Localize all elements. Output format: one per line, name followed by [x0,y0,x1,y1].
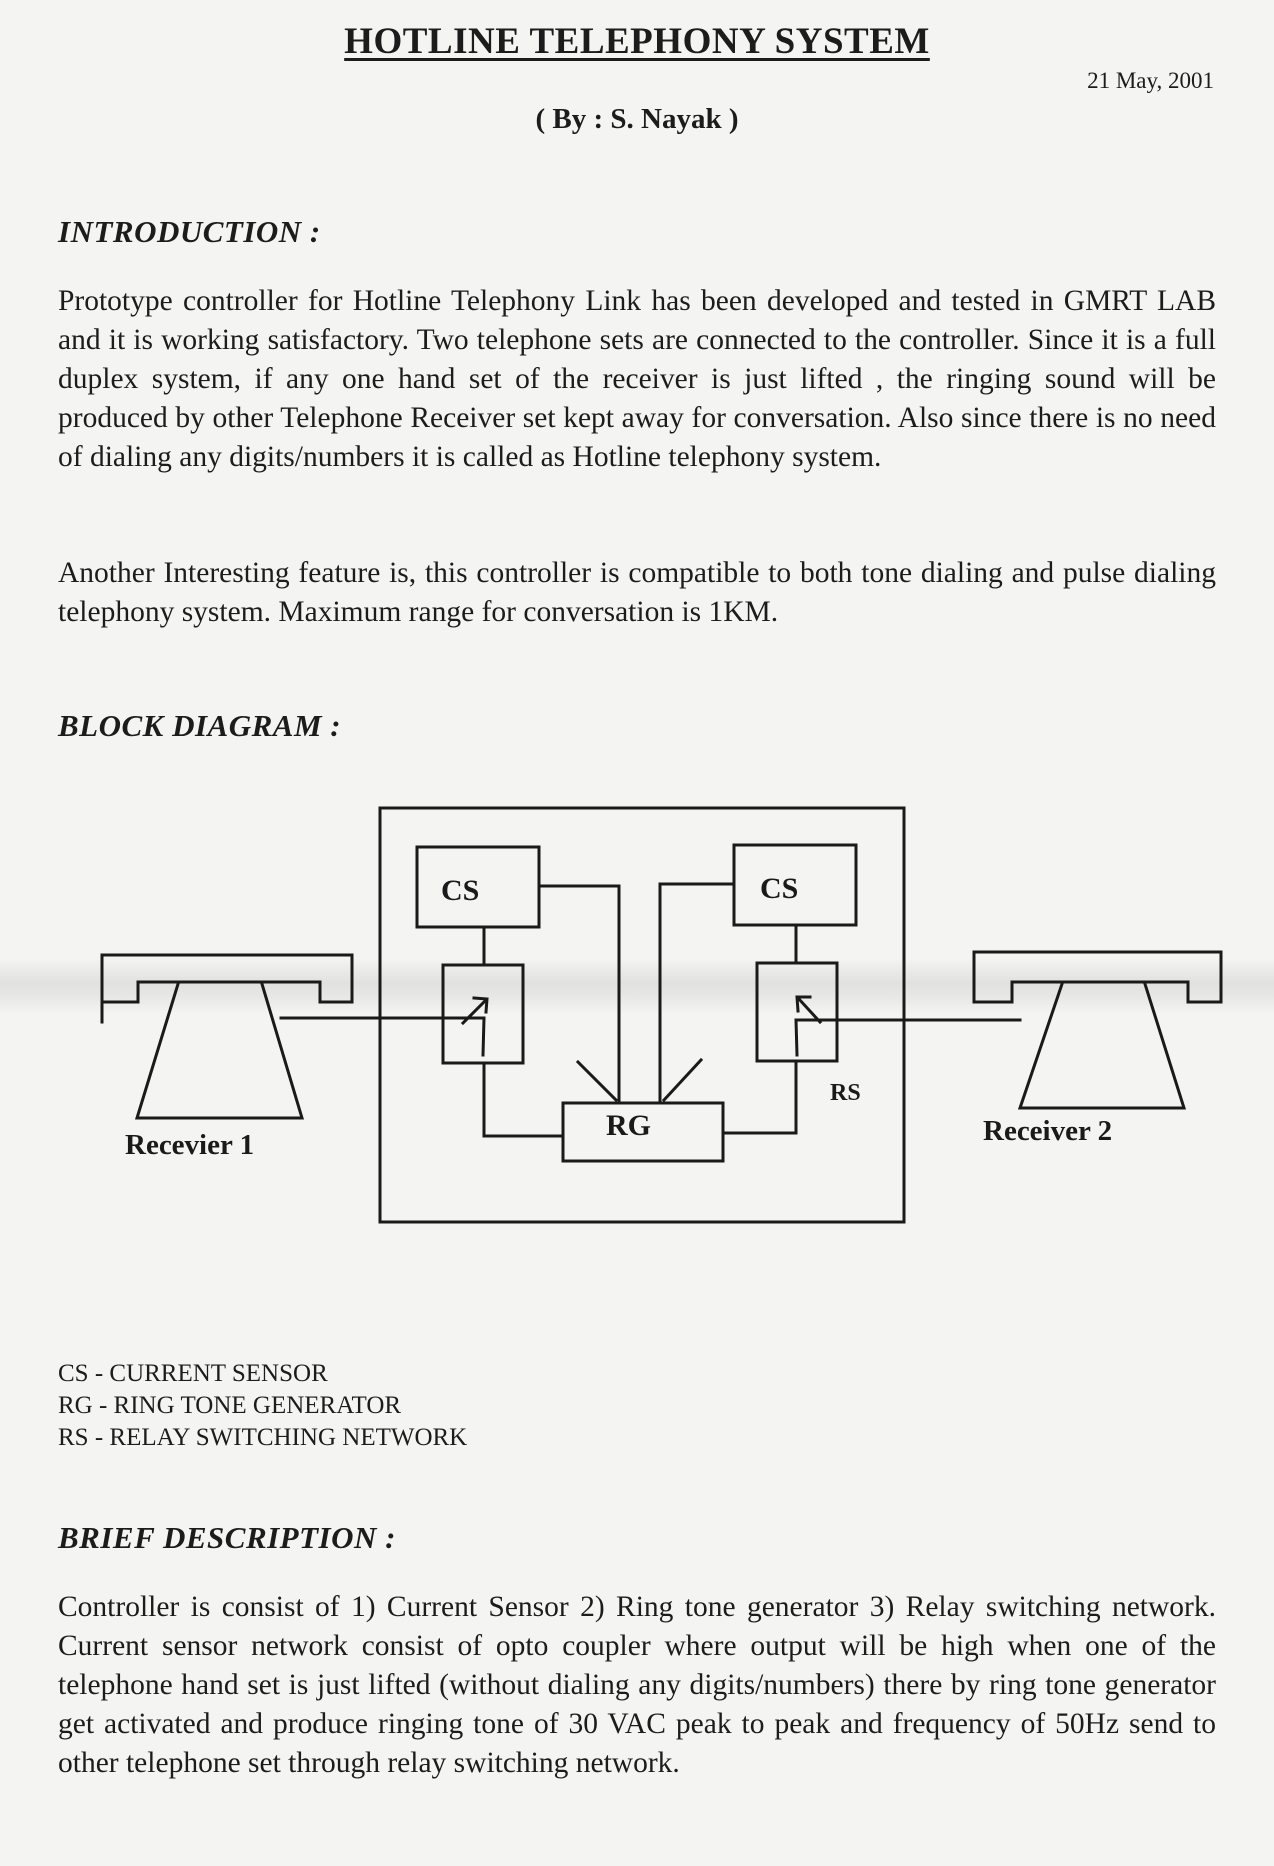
diagram-legend [58,1358,467,1454]
relay-left-switch-stem [483,1018,484,1055]
legend-item-rg: RG - RING TONE GENERATOR [58,1392,402,1419]
document-date: 21 May, 2001 [1087,68,1214,93]
introduction-paragraph-2: Another Interesting feature is, this controller is compatible to both tone dialing and pulse dialing telephony system. Maximum range for conversation is 1KM. [58,557,1216,628]
legend-item-rs: RS - RELAY SWITCHING NETWORK [58,1424,468,1451]
rg-arrow-left [578,1062,616,1100]
cs-left-rg-line [539,886,619,1103]
document-title: HOTLINE TELEPHONY SYSTEM [344,21,930,62]
cs-right-rg-line [660,884,734,1103]
rg-arrow-right [664,1060,701,1100]
cs-left-label: CS [441,874,480,907]
telephone-1-icon [102,955,352,1118]
block-diagram [0,790,1274,1250]
brief-description-paragraph: Controller is consist of 1) Current Sensor 2) Ring tone generator 3) Relay switching network. Current sensor network consist of opto coupler where output will be high when one of the telephone hand set is just lifted (without dialing any digits/numbers) there by ring tone generator get activated and produce ringing tone of 30 VAC peak to peak and frequency of 50Hz send to other telephone set through relay switching network. [58,1591,1216,1779]
cs-right-label: CS [760,872,799,905]
receiver-1-label: Recevier 1 [125,1129,255,1161]
legend-item-cs: CS - CURRENT SENSOR [58,1360,328,1387]
block-diagram-heading: BLOCK DIAGRAM : [58,708,342,743]
receiver-2-label: Receiver 2 [983,1115,1113,1147]
rg-label: RG [606,1109,651,1142]
document-author: ( By : S. Nayak ) [535,103,739,135]
relay-right-arrow-shaft [798,998,820,1022]
introduction-paragraph-1: Prototype controller for Hotline Telephony Link has been developed and tested in GMRT LAB and it is working satisfactory. Two telephone sets are connected to the controller. Since it is a full duplex system, if any one hand set of the receiver is just lifted , the ringing sound will be produced by other Telephone Receiver set kept away for conversation. Also since there is no need of dialing any digits/numbers it is called as Hotline telephony system. [58,285,1216,473]
relay-right-switch-stem [796,1020,797,1055]
introduction-heading: INTRODUCTION : [58,214,321,249]
relay-right-rg-line [723,1061,796,1133]
brief-description-heading: BRIEF DESCRIPTION : [58,1520,396,1555]
rs-label: RS [830,1080,861,1106]
telephone-2-icon [974,952,1221,1108]
relay-left-rg-line [484,1063,563,1136]
